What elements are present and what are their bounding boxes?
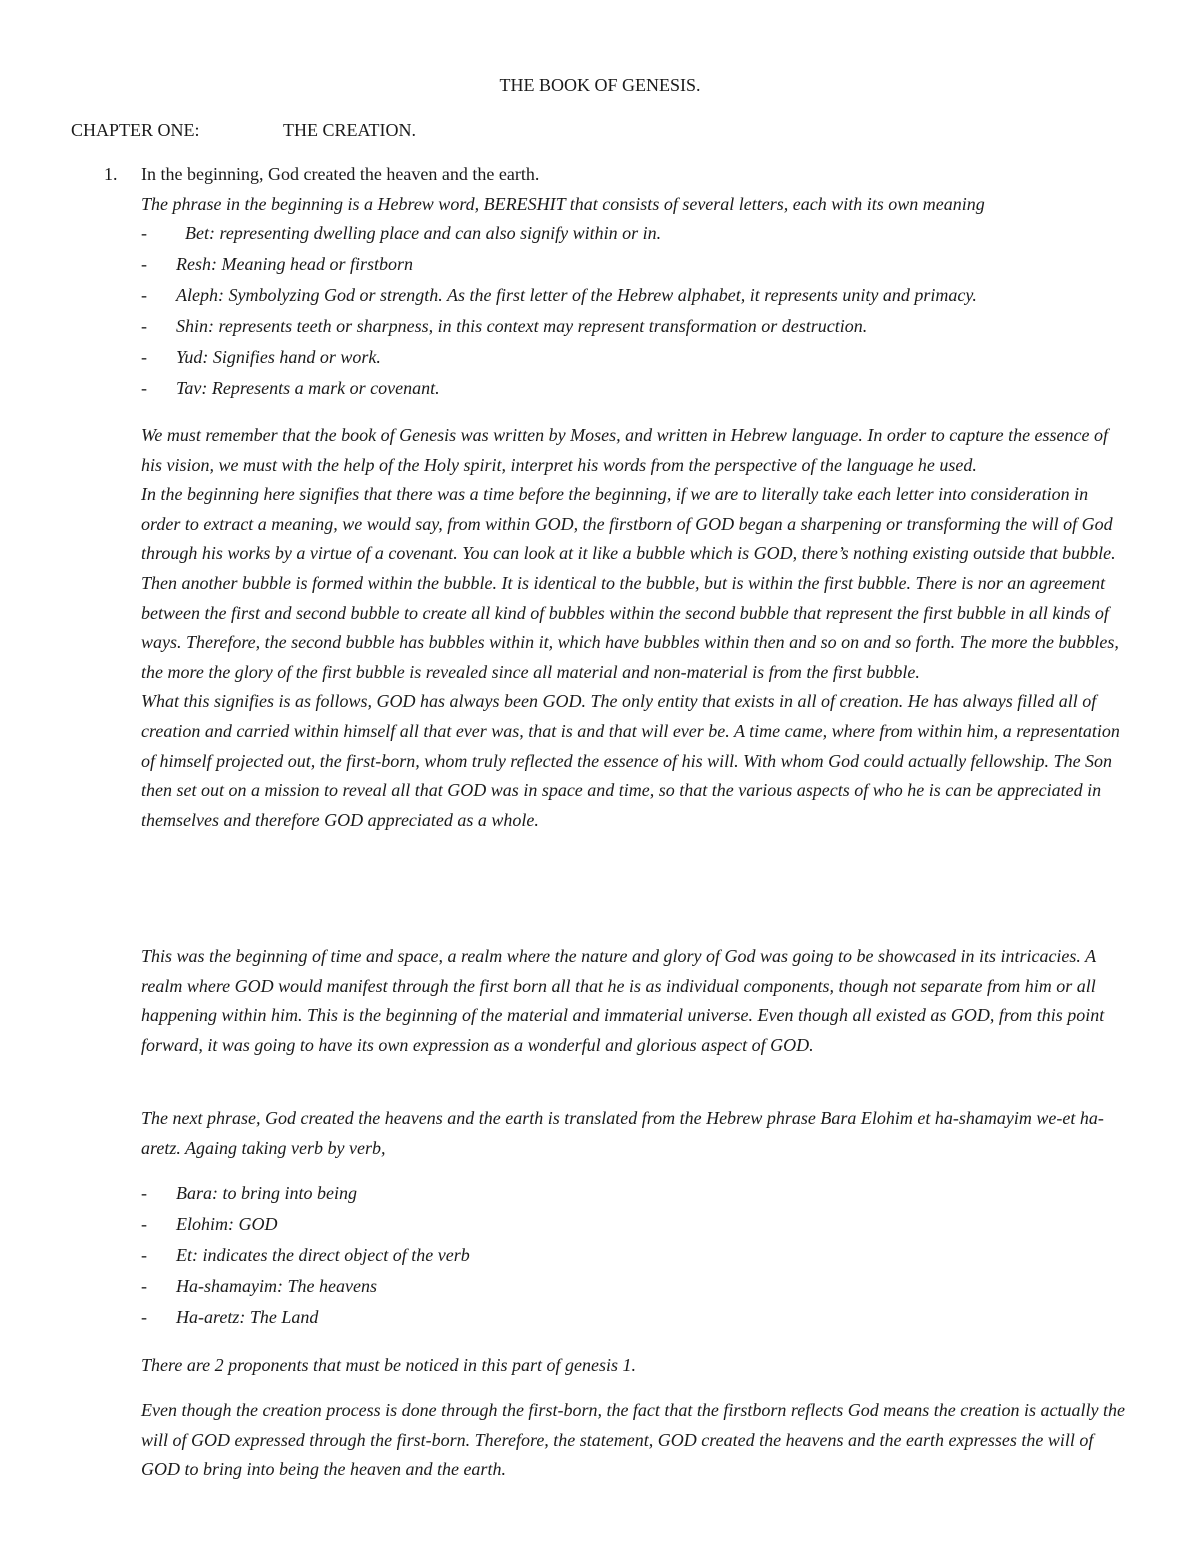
list-item <box>141 311 1131 342</box>
letter-tav: Tav: Represents a mark or covenant. <box>176 378 440 398</box>
bullet-dash: - <box>141 223 147 243</box>
list-item <box>141 218 1131 249</box>
paragraph-proponents: There are 2 proponents that must be noticed in this part of genesis 1. <box>141 1355 636 1375</box>
letter-yud: Yud: Signifies hand or work. <box>176 347 381 367</box>
hebrew-letters-list <box>141 218 1131 404</box>
bullet-dash: - <box>141 1183 147 1203</box>
paragraph-moses: We must remember that the book of Genesis was written by Moses, and written in Hebrew language. In order to capture the essence of his vision, we must with the help of the Holy spirit, interpret his words from the perspective of the language he used. <box>141 425 1109 475</box>
letter-shin: Shin: represents teeth or sharpness, in this context may represent transformation or destruction. <box>176 316 868 336</box>
list-item <box>141 342 1131 373</box>
verse-1 <box>104 162 539 186</box>
bullet-dash: - <box>141 1245 147 1265</box>
list-item <box>141 1271 1131 1302</box>
term-ha-aretz: Ha-aretz: The Land <box>176 1307 319 1327</box>
chapter-heading <box>71 118 416 142</box>
hebrew-terms-list <box>141 1178 1131 1333</box>
verse-text: In the beginning, God created the heaven and the earth. <box>141 164 540 184</box>
bullet-dash: - <box>141 254 147 274</box>
paragraph-proponents-block <box>141 1351 1131 1381</box>
paragraph-even-though: Even though the creation process is done through the first-born, the fact that the firstborn reflects God means the creation is actually the will of GOD expressed through the first-born. Therefore, the statement, GOD created the heavens and the earth expresses the will of GOD to bring into being the heaven and the earth. <box>141 1400 1126 1480</box>
bullet-dash: - <box>141 1276 147 1296</box>
list-item <box>141 280 1131 311</box>
chapter-name: THE CREATION. <box>283 120 416 140</box>
paragraph-time-space-block <box>141 942 1131 1060</box>
intro-text: The phrase in the beginning is a Hebrew word, BERESHIT that consists of several letters, each with its own meaning <box>141 194 985 214</box>
verse-number: 1. <box>104 164 118 184</box>
intro-paragraph <box>141 190 1131 220</box>
letter-bet: Bet: representing dwelling place and can also signify within or in. <box>185 223 662 243</box>
chapter-number: CHAPTER ONE: <box>71 120 200 140</box>
paragraph-even-though-block <box>141 1396 1131 1485</box>
document-title: THE BOOK OF GENESIS. <box>499 75 701 95</box>
bullet-dash: - <box>141 347 147 367</box>
list-item <box>141 249 1131 280</box>
term-ha-shamayim: Ha-shamayim: The heavens <box>176 1276 377 1296</box>
bullet-dash: - <box>141 1307 147 1327</box>
bullet-dash: - <box>141 378 147 398</box>
commentary-block <box>141 421 1131 835</box>
list-item <box>141 1302 1131 1333</box>
paragraph-next-phrase-block <box>141 1104 1131 1163</box>
bullet-dash: - <box>141 285 147 305</box>
term-et: Et: indicates the direct object of the verb <box>176 1245 470 1265</box>
letter-resh: Resh: Meaning head or firstborn <box>176 254 413 274</box>
paragraph-signifies: What this signifies is as follows, GOD has always been GOD. The only entity that exists in all of creation. He has always filled all of creation and carried within himself all that ever was, that is and that will ever be. A time came, where from within him, a representation of himself projected out, the first-born, whom truly reflected the essence of his will. With whom God could actually fellowship. The Son then set out on a mission to reveal all that GOD was in space and time, so that the various aspects of who he is can be appreciated in themselves and therefore GOD appreciated as a whole. <box>141 691 1120 830</box>
list-item <box>141 1209 1131 1240</box>
list-item <box>141 1240 1131 1271</box>
list-item <box>141 373 1131 404</box>
bullet-dash: - <box>141 1214 147 1234</box>
paragraph-next-phrase: The next phrase, God created the heavens and the earth is translated from the Hebrew phrase Bara Elohim et ha-shamayim we-et ha-aretz. Againg taking verb by verb, <box>141 1108 1104 1158</box>
term-bara: Bara: to bring into being <box>176 1183 357 1203</box>
letter-aleph: Aleph: Symbolyzing God or strength. As the first letter of the Hebrew alphabet, it represents unity and primacy. <box>176 285 977 305</box>
paragraph-time-space: This was the beginning of time and space, a realm where the nature and glory of God was going to be showcased in its intricacies. A realm where GOD would manifest through the first born all that he is as individual components, though not separate from him or all happening within him. This is the beginning of the material and immaterial universe. Even though all existed as GOD, from this point forward, it was going to have its own expression as a wonderful and glorious aspect of GOD. <box>141 946 1105 1055</box>
paragraph-beginning: In the beginning here signifies that there was a time before the beginning, if we are to literally take each letter into consideration in order to extract a meaning, we would say, from within GOD, the firstborn of GOD began a sharpening or transforming the will of God through his works by a virtue of a covenant. You can look at it like a bubble which is GOD, there’s nothing existing outside that bubble. Then another bubble is formed within the bubble. It is identical to the bubble, but is within the first bubble. There is nor an agreement between the first and second bubble to create all kind of bubbles within the second bubble that represent the first bubble in all kinds of ways. Therefore, the second bubble has bubbles within it, which have bubbles within then and so on and so forth. The more the bubbles, the more the glory of the first bubble is revealed since all material and non-material is from the first bubble. <box>141 484 1119 682</box>
term-elohim: Elohim: GOD <box>176 1214 278 1234</box>
list-item <box>141 1178 1131 1209</box>
bullet-dash: - <box>141 316 147 336</box>
